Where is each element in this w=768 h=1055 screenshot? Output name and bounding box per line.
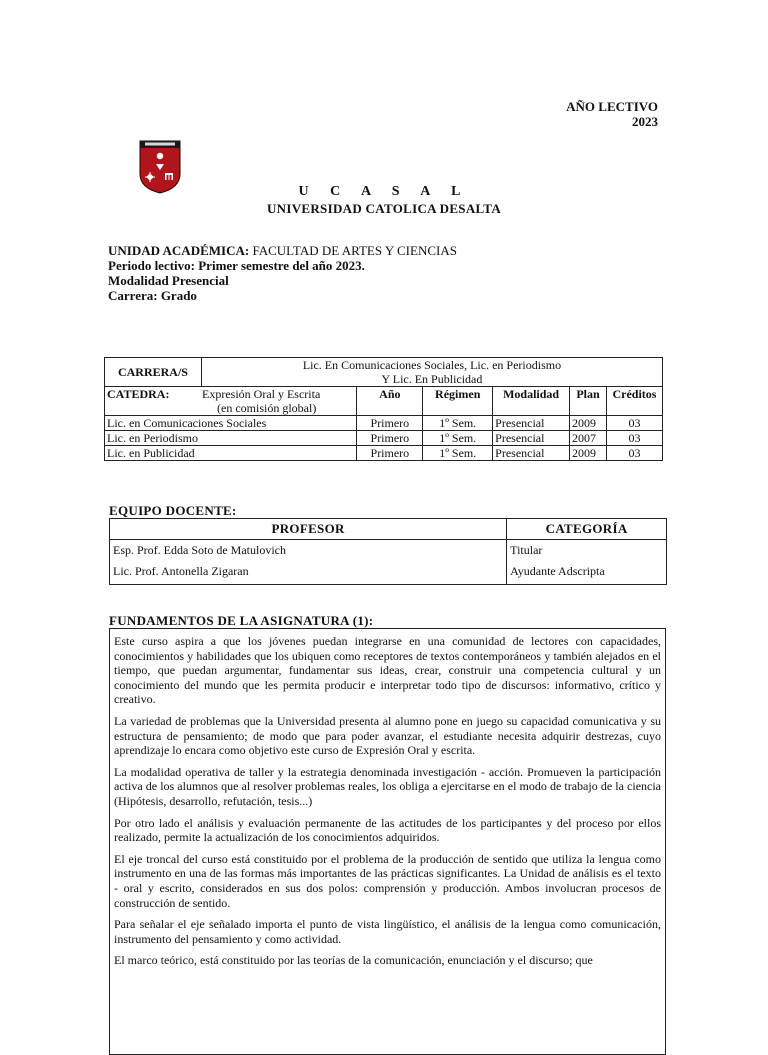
course-info bbox=[108, 243, 457, 303]
fundamentos-paragraph: Este curso aspira a que los jóvenes puedan integrarse en una comunidad de lectores con capacidades, conocimientos y habilidades que los ubiquen como receptores de textos contemporáneos y también alejados en el tiempo, que puedan argumentar, fundamentar sus ideas, crear, construir una competencia cultural y un conocimiento del mundo que les permita producir e interpretar todo tipo de discursos: informativo, crítico y creativo. bbox=[114, 634, 661, 707]
row-plan: 2009 bbox=[570, 416, 607, 431]
row-career-name: Lic. en Comunicaciones Sociales bbox=[105, 416, 357, 431]
modality: Modalidad Presencial bbox=[108, 273, 229, 288]
catedra-line2: (en comisión global) bbox=[217, 401, 317, 415]
col-profesor: PROFESOR bbox=[110, 519, 507, 540]
career-names-line1: Lic. En Comunicaciones Sociales, Lic. en Periodismo bbox=[302, 358, 562, 372]
profesor-name: Lic. Prof. Antonella Zigaran bbox=[113, 564, 249, 578]
row-career-name: Lic. en Publicidad bbox=[105, 446, 357, 461]
academic-unit-value: FACULTAD DE ARTES Y CIENCIAS bbox=[252, 243, 457, 258]
university-acronym: U C A S A L bbox=[298, 184, 470, 199]
profesor-cell bbox=[110, 540, 507, 585]
row-modalidad: Presencial bbox=[493, 431, 570, 446]
career-row bbox=[105, 358, 663, 387]
row-regimen: 1º Sem. bbox=[423, 416, 493, 431]
year-value: 2023 bbox=[632, 114, 658, 129]
catedra-line1 bbox=[107, 387, 354, 401]
catedra-label: CATEDRA: bbox=[107, 387, 170, 401]
row-regimen: 1º Sem. bbox=[423, 431, 493, 446]
row-plan: 2007 bbox=[570, 431, 607, 446]
row-plan: 2009 bbox=[570, 446, 607, 461]
team-heading: EQUIPO DOCENTE: bbox=[109, 503, 237, 518]
career-label: CARRERA/S bbox=[105, 358, 202, 387]
profesor-categoria: Titular bbox=[510, 543, 543, 557]
row-creditos: 03 bbox=[606, 416, 662, 431]
col-anio: Año bbox=[357, 387, 423, 416]
row-anio: Primero bbox=[357, 416, 423, 431]
fundamentos-paragraph: La variedad de problemas que la Universidad presenta al alumno pone en juego su capacidad comunicativa y su estructura de pensamiento; de modo que para poder avanzar, el estudiante necesita adquirir destrezas, cuyo aprendizaje lo encara como objetivo este curso de Expresión Oral y escrita. bbox=[114, 713, 661, 758]
categoria-cell bbox=[507, 540, 667, 585]
fundamentos-heading: FUNDAMENTOS DE LA ASIGNATURA (1): bbox=[109, 613, 374, 628]
career-names bbox=[201, 358, 662, 387]
fundamentos-paragraph: El eje troncal del curso está constituido por el problema de la producción de sentido que utiliza la lengua como instrumento en una de las formas más importantes de las prácticas significantes. La Unidad de análisis es el texto - oral y escrito, considerados en sus dos polos: comprensión y producción. Ambos involucran procesos de construcción de sentido. bbox=[114, 851, 661, 910]
col-regimen: Régimen bbox=[423, 387, 493, 416]
team-table bbox=[109, 518, 667, 585]
row-career-name: Lic. en Periodismo bbox=[105, 431, 357, 446]
catedra-cell bbox=[105, 387, 357, 416]
fundamentos-paragraph: El marco teórico, está constituido por las teorías de la comunicación, enunciación y el discurso; que bbox=[114, 953, 593, 968]
fundamentos-box bbox=[109, 628, 666, 1055]
catedra-name: Expresión Oral y Escrita bbox=[202, 387, 321, 401]
col-plan: Plan bbox=[570, 387, 607, 416]
profesor-name: Esp. Prof. Edda Soto de Matulovich bbox=[113, 543, 286, 557]
career-names-line2: Y Lic. En Publicidad bbox=[381, 372, 483, 386]
table-row bbox=[105, 431, 663, 446]
fundamentos-paragraph: La modalidad operativa de taller y la estrategia denominada investigación - acción. Promueven la participación activa de los alumnos que al resolver problemas reales, los obliga a ejercitarse en el modo de trabajo de la ciencia (Hipótesis, desarrollo, refutación, tesis...) bbox=[114, 764, 661, 808]
row-anio: Primero bbox=[357, 431, 423, 446]
fundamentos-paragraph: Para señalar el eje señalado importa el punto de vista lingüístico, el análisis de la lengua como comunicación, instrumento del pensamiento y como actividad. bbox=[114, 917, 661, 946]
profesor-categoria: Ayudante Adscripta bbox=[510, 564, 605, 578]
row-anio: Primero bbox=[357, 446, 423, 461]
row-regimen: 1º Sem. bbox=[423, 446, 493, 461]
row-modalidad: Presencial bbox=[493, 446, 570, 461]
col-creditos: Créditos bbox=[606, 387, 662, 416]
col-categoria: CATEGORÍA bbox=[507, 519, 667, 540]
col-modalidad: Modalidad bbox=[493, 387, 570, 416]
table-row bbox=[105, 446, 663, 461]
career: Carrera: Grado bbox=[108, 288, 197, 303]
row-creditos: 03 bbox=[606, 446, 662, 461]
row-modalidad: Presencial bbox=[493, 416, 570, 431]
team-header-row bbox=[110, 519, 667, 540]
academic-unit bbox=[108, 243, 457, 258]
team-body-row bbox=[110, 540, 667, 585]
career-table bbox=[104, 357, 663, 461]
university-name: UNIVERSIDAD CATOLICA DESALTA bbox=[266, 201, 502, 216]
table-row bbox=[105, 416, 663, 431]
academic-year bbox=[520, 99, 658, 129]
fundamentos-paragraph: Por otro lado el análisis y evaluación permanente de las actitudes de los participantes y del proceso por ellos realizado, permite la actualización de los conocimientos adquiridos. bbox=[114, 815, 661, 845]
year-label: AÑO LECTIVO bbox=[566, 99, 658, 114]
academic-unit-label: UNIDAD ACADÉMICA: bbox=[108, 243, 250, 258]
row-creditos: 03 bbox=[606, 431, 662, 446]
period: Periodo lectivo: Primer semestre del año 2023. bbox=[108, 258, 365, 273]
catedra-header-row bbox=[105, 387, 663, 416]
